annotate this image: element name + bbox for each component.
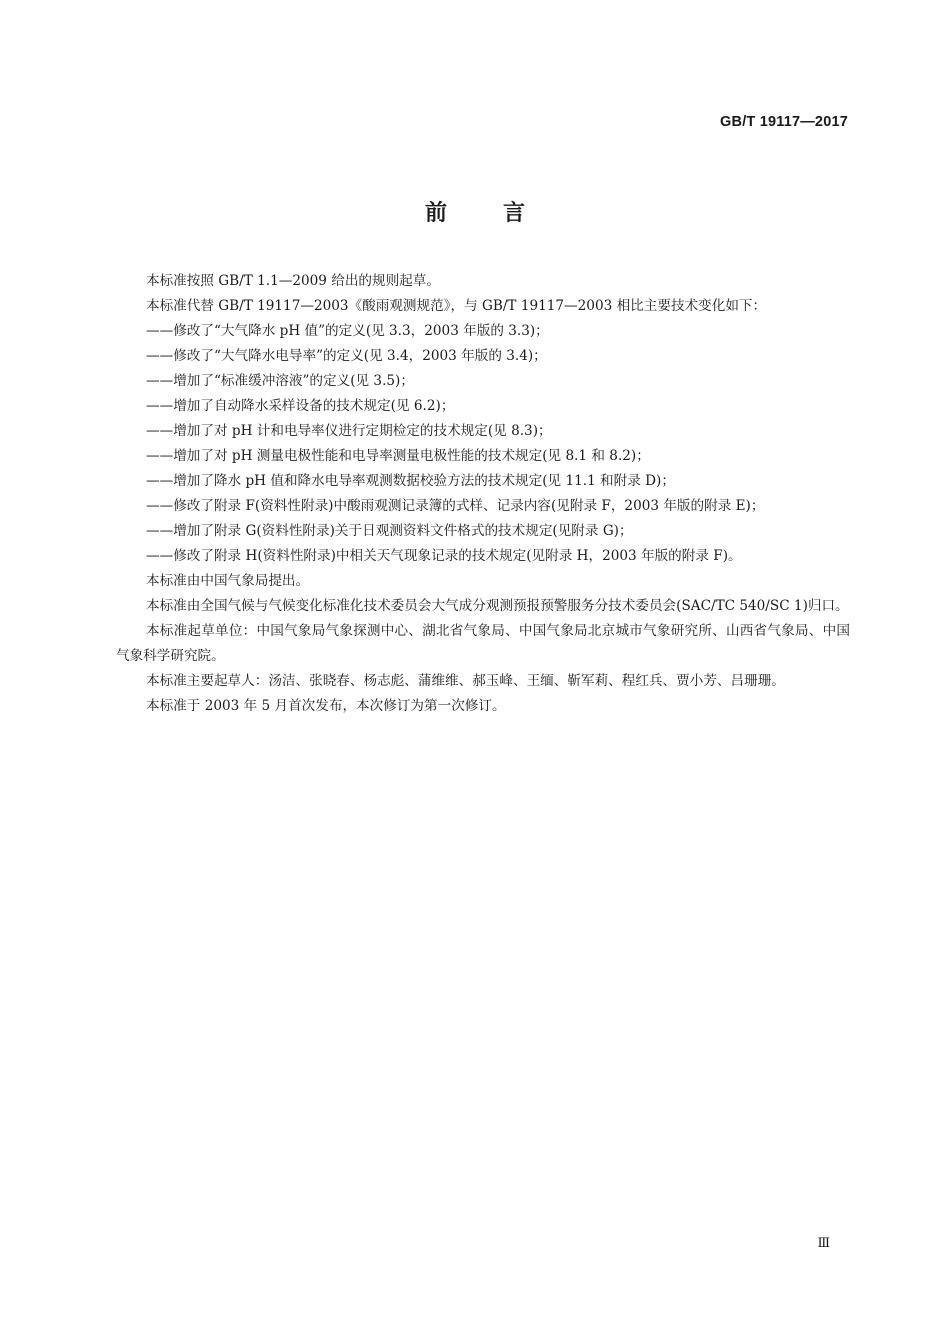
change-item: ——增加了“标准缓冲溶液”的定义(见 3.5)； (146, 373, 414, 389)
foreword-body (116, 269, 850, 719)
change-item: ——增加了降水 pH 值和降水电导率观测数据校验方法的技术规定(见 11.1 和附录 D)； (146, 473, 675, 489)
paragraph-centralized: 本标准由全国气候与气候变化标准化技术委员会大气成分观测预报预警服务分技术委员会(SAC/TC 540/SC 1)归口。 (146, 598, 849, 614)
paragraph-history: 本标准于 2003 年 5 月首次发布，本次修订为第一次修订。 (146, 698, 506, 714)
paragraph-proposer: 本标准由中国气象局提出。 (146, 573, 310, 589)
change-item: ——修改了“大气降水 pH 值”的定义(见 3.3，2003 年版的 3.3)； (146, 323, 549, 339)
paragraph-drafting-units: 本标准起草单位：中国气象局气象探测中心、湖北省气象局、中国气象局北京城市气象研究所、山西省气象局、中国气象科学研究院。 (116, 623, 850, 664)
change-item: ——增加了对 pH 测量电极性能和电导率测量电极性能的技术规定(见 8.1 和 8.2)； (146, 448, 650, 464)
change-item: ——修改了附录 F(资料性附录)中酸雨观测记录簿的式样、记录内容(见附录 F，2003 年版的附录 E)； (146, 498, 765, 514)
change-item: ——增加了附录 G(资料性附录)关于日观测资料文件格式的技术规定(见附录 G)； (146, 523, 633, 539)
paragraph-drafting-rules: 本标准按照 GB/T 1.1—2009 给出的规则起草。 (146, 273, 440, 289)
paragraph-drafters: 本标准主要起草人：汤洁、张晓春、杨志彪、蒲维维、郝玉峰、王缅、靳军莉、程红兵、贾小芳、吕珊珊。 (146, 673, 785, 689)
page-number: Ⅲ (817, 1236, 830, 1251)
page-title: 前言 (424, 201, 581, 226)
change-item: ——修改了附录 H(资料性附录)中相关天气现象记录的技术规定(见附录 H，2003 年版的附录 F)。 (146, 548, 742, 564)
change-item: ——增加了对 pH 计和电导率仪进行定期检定的技术规定(见 8.3)； (146, 423, 552, 439)
paragraph-replaces: 本标准代替 GB/T 19117—2003《酸雨观测规范》，与 GB/T 19117—2003 相比主要技术变化如下： (146, 298, 767, 314)
standard-code: GB/T 19117—2017 (720, 114, 848, 130)
change-item: ——增加了自动降水采样设备的技术规定(见 6.2)； (146, 398, 455, 414)
change-item: ——修改了“大气降水电导率”的定义(见 3.4，2003 年版的 3.4)； (146, 348, 547, 364)
